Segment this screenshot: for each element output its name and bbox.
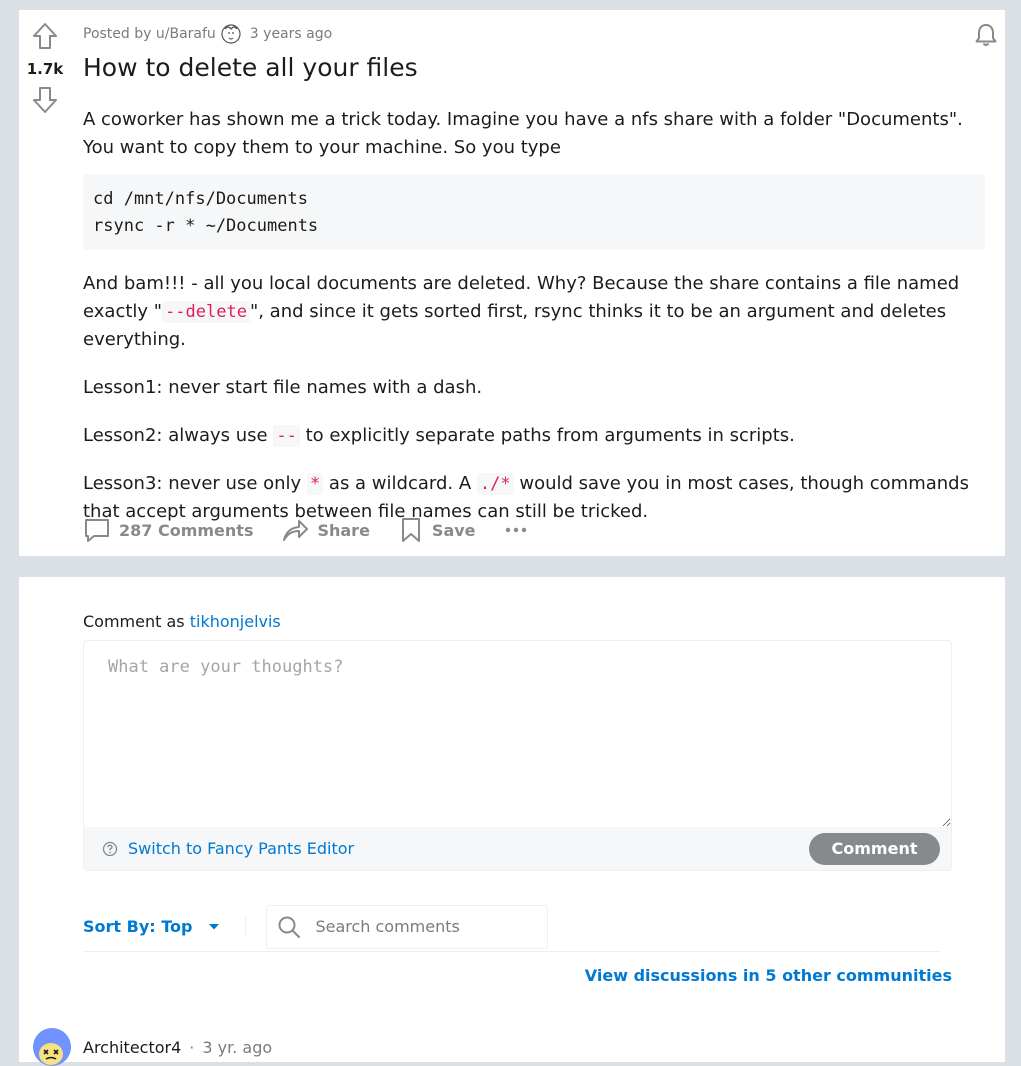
gnu-flair-icon	[220, 23, 242, 45]
bookmark-icon	[398, 516, 424, 544]
code-line: cd /mnt/nfs/Documents	[93, 189, 308, 209]
sort-label: Sort By: Top	[83, 917, 193, 936]
paragraph-text: as a wildcard. A	[328, 473, 472, 494]
share-icon	[281, 516, 309, 544]
code-block	[83, 174, 985, 250]
post-score: 1.7k	[26, 60, 64, 78]
paragraph-text: ", and since it gets sorted first, rsync thinks it to be an argument and deletes everything.	[83, 301, 947, 350]
paragraph-text: to explicitly separate paths from arguments in scripts.	[305, 425, 795, 446]
comment-search	[266, 905, 548, 949]
code-line: rsync -r * ~/Documents	[93, 216, 319, 236]
post-time[interactable]: 3 years ago	[249, 26, 333, 42]
save-button[interactable]	[398, 516, 476, 544]
post-paragraph	[83, 270, 985, 354]
comment-icon	[83, 516, 111, 544]
post-author[interactable]: u/Barafu	[155, 26, 216, 42]
paragraph-text: would save you in most cases, though commands that accept arguments between file names can still be tricked.	[83, 473, 969, 522]
post-meta	[83, 23, 332, 45]
inline-code: --	[273, 425, 299, 447]
more-options-button[interactable]	[504, 518, 536, 542]
inline-code: ./*	[477, 473, 514, 495]
comment-time[interactable]: 3 yr. ago	[202, 1037, 273, 1057]
lesson-1: Lesson1: never start file names with a dash.	[83, 377, 483, 398]
bell-icon[interactable]	[973, 22, 999, 48]
comment-author[interactable]: Architector4	[83, 1037, 182, 1057]
snoo-avatar-icon	[33, 1028, 71, 1066]
share-button[interactable]	[281, 516, 369, 544]
comment-editor	[83, 640, 952, 871]
search-comments-input[interactable]	[313, 916, 537, 937]
view-discussions-link[interactable]: View discussions in 5 other communities	[584, 966, 952, 985]
paragraph-text: And bam!!! - all you local documents are deleted. Why? Because the share contains a file named exactly "	[83, 273, 960, 322]
divider	[245, 917, 246, 937]
editor-footer	[84, 827, 951, 870]
comment-submit-button[interactable]: Comment	[809, 833, 940, 865]
search-icon	[277, 915, 301, 939]
comments-label: 287 Comments	[119, 520, 254, 540]
comment-username[interactable]: tikhonjelvis	[189, 612, 281, 631]
sort-row	[83, 902, 941, 952]
help-icon	[102, 841, 118, 857]
comment-as	[83, 612, 281, 631]
post-title[interactable]: How to delete all your files	[83, 53, 418, 82]
comment-as-label: Comment as	[83, 612, 185, 631]
upvote-icon[interactable]	[31, 22, 59, 50]
separator-dot: ·	[189, 1037, 195, 1057]
post-actions	[83, 516, 564, 544]
inline-code: --delete	[162, 301, 250, 323]
comments-button[interactable]	[83, 516, 253, 544]
save-label: Save	[431, 520, 476, 540]
avatar[interactable]	[33, 1028, 71, 1066]
fancy-editor-label: Switch to Fancy Pants Editor	[128, 839, 355, 858]
inline-code: *	[307, 473, 323, 495]
more-dots-icon	[504, 518, 528, 542]
posted-by-label: Posted by	[83, 26, 152, 42]
post-card	[19, 10, 1005, 556]
post-body	[83, 106, 985, 526]
caret-down-icon	[208, 923, 220, 931]
paragraph-text: Lesson3: never use only	[83, 473, 302, 494]
comment-section	[19, 577, 1005, 1062]
lesson-2	[83, 422, 985, 450]
fancy-editor-link[interactable]	[102, 839, 354, 858]
sort-dropdown[interactable]	[83, 917, 220, 936]
post-intro: A coworker has shown me a trick today. Imagine you have a nfs share with a folder "Documents". You want to copy them to your machine. So you type	[83, 109, 963, 158]
downvote-icon[interactable]	[31, 86, 59, 114]
paragraph-text: Lesson2: always use	[83, 425, 268, 446]
comment-header	[33, 1028, 272, 1066]
share-label: Share	[317, 520, 370, 540]
comment-textarea[interactable]	[84, 641, 951, 827]
